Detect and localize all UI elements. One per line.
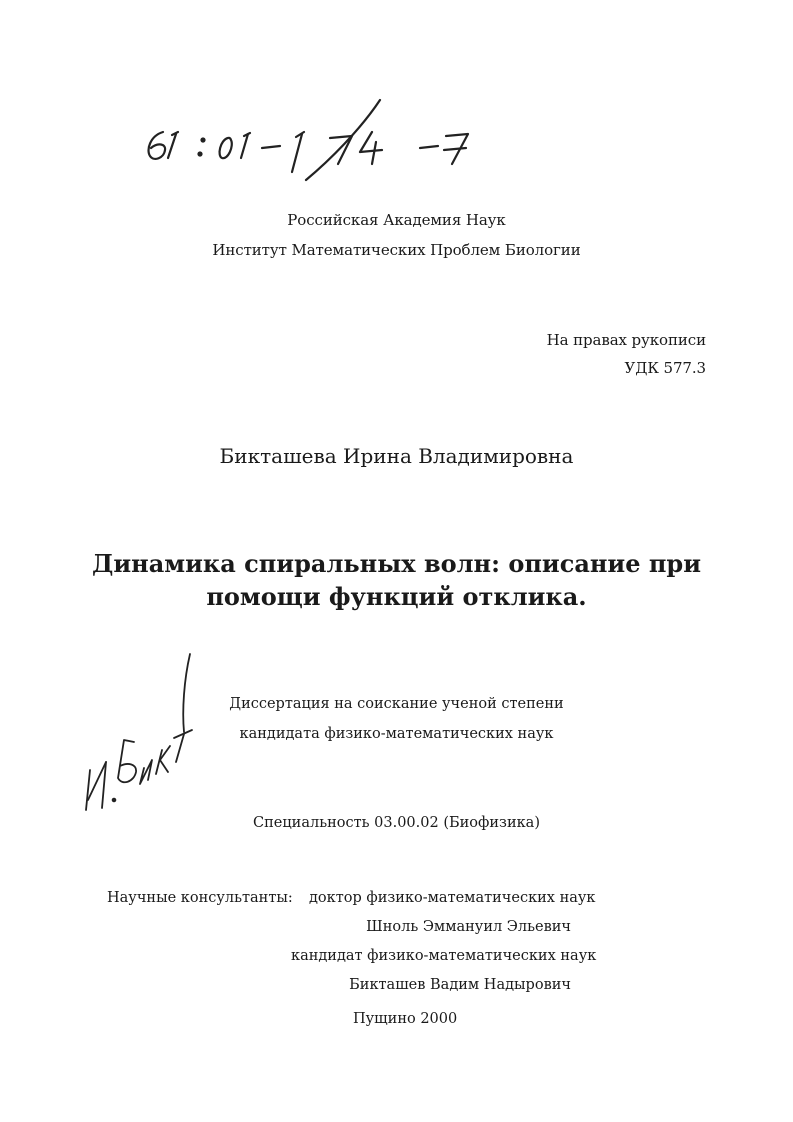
consultant-1-degree: доктор физико-математических наук bbox=[309, 890, 596, 906]
specialty: Специальность 03.00.02 (Биофизика) bbox=[253, 815, 540, 831]
author-name: Бикташева Ирина Владимировна bbox=[219, 444, 574, 468]
dissertation-line-2: кандидата физико-математических наук bbox=[239, 726, 554, 742]
consultant-2-degree: кандидат физико-математических наук bbox=[291, 948, 597, 964]
academy-name: Российская Академия Наук bbox=[287, 211, 506, 229]
manuscript-rights: На правах рукописи bbox=[546, 331, 706, 349]
udc-code: УДК 577.3 bbox=[624, 359, 706, 377]
dissertation-line-1: Диссертация на соискание ученой степени bbox=[229, 696, 564, 712]
consultant-2-name: Бикташев Вадим Надырович bbox=[349, 977, 571, 993]
consultants-label: Научные консультанты: bbox=[107, 890, 293, 906]
handwritten-archive-code bbox=[0, 0, 793, 200]
title-line-1: Динамика спиральных волн: описание при bbox=[91, 549, 702, 578]
title-line-2: помощи функций отклика. bbox=[206, 582, 587, 611]
consultant-1-name: Шноль Эммануил Эльевич bbox=[366, 919, 571, 935]
handwritten-signature bbox=[72, 650, 212, 830]
place-year: Пущино 2000 bbox=[353, 1011, 458, 1027]
institute-name: Институт Математических Проблем Биологии bbox=[212, 241, 581, 259]
